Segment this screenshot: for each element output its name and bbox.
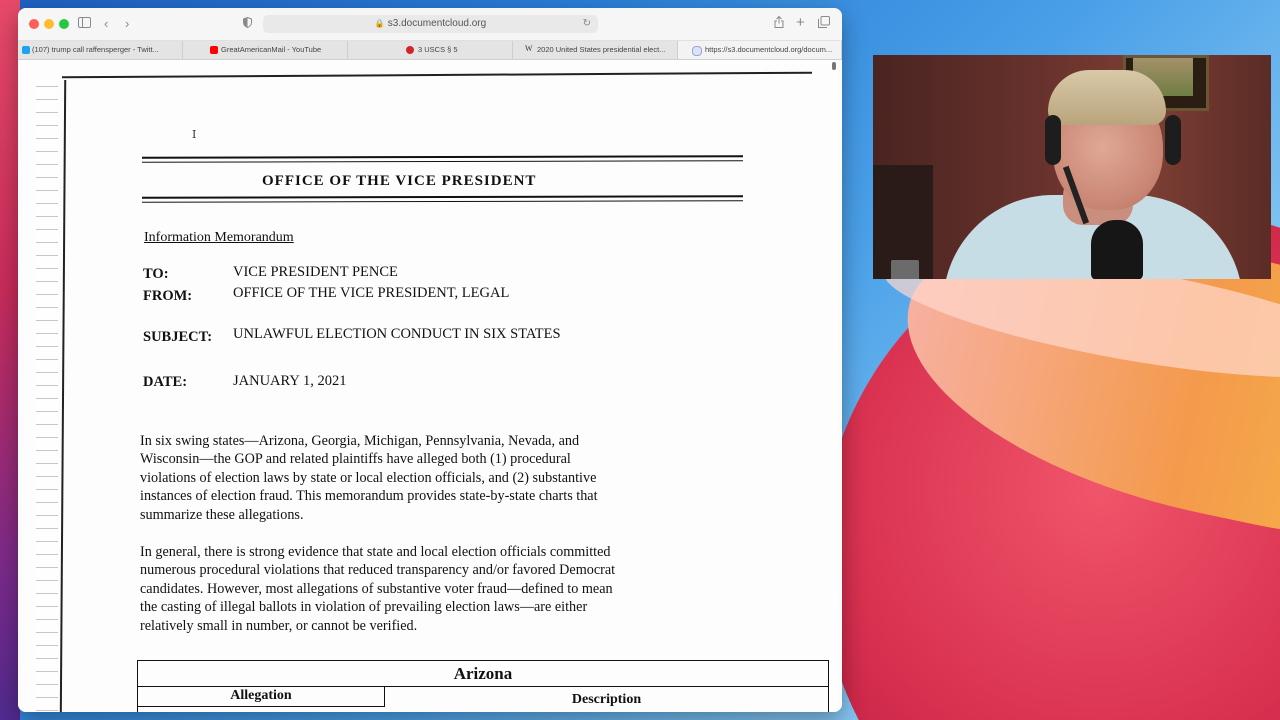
tab-uscs[interactable] (348, 41, 513, 59)
tab-label: (107) trump call raffensperger - Twitt... (32, 45, 159, 54)
twitter-icon (22, 46, 30, 54)
scan-artifact (36, 80, 58, 712)
paragraph-summary (140, 543, 750, 635)
header-rule (142, 155, 743, 159)
subject-label: SUBJECT: (143, 329, 213, 345)
paragraph-line: In general, there is strong evidence that state and local election officials committed (140, 544, 611, 560)
from-label: FROM: (143, 288, 193, 304)
paragraph-line: the casting of illegal ballots in violation of prevailing election laws—are either (140, 599, 588, 616)
paragraph-line: summarize these allegations. (140, 506, 304, 523)
document-page (22, 60, 838, 712)
paragraph-intro (140, 432, 750, 524)
office-heading: OFFICE OF THE VICE PRESIDENT (262, 173, 537, 189)
paragraph-line: relatively small in number, or cannot be verified. (140, 617, 418, 634)
date-label: DATE: (143, 374, 188, 390)
text-cursor-icon: I (192, 128, 197, 141)
table-title: Arizona (138, 661, 828, 687)
tab-label: https://s3.documentcloud.org/docum... (705, 45, 833, 54)
tab-twitter[interactable] (18, 41, 183, 59)
browser-window (18, 8, 842, 712)
wikipedia-icon: W (525, 44, 533, 53)
subject-value: UNLAWFUL ELECTION CONDUCT IN SIX STATES (233, 326, 561, 342)
tab-label: 3 USCS § 5 (418, 45, 458, 54)
headphone-icon (1045, 115, 1061, 165)
close-window-button[interactable] (29, 19, 39, 29)
privacy-shield-icon[interactable] (243, 15, 252, 33)
document-viewer[interactable] (18, 60, 842, 712)
wallpaper-strip (0, 0, 20, 720)
paragraph-line: violations of election laws by state or local election officials, and (2) substantive (140, 469, 597, 486)
header-rule (142, 200, 743, 203)
back-icon[interactable]: ‹ (104, 16, 109, 31)
paragraph-line: candidates. However, most allegations of substantive voter fraud—defined to mean (140, 580, 613, 597)
headphone-icon (1165, 115, 1181, 165)
fullscreen-window-button[interactable] (59, 19, 69, 29)
tab-wikipedia[interactable] (513, 41, 678, 59)
table-header-allegation: Allegation (138, 686, 385, 707)
paragraph-line: instances of election fraud. This memorandum provides state-by-state charts that (140, 488, 598, 505)
address-bar-text: s3.documentcloud.org (387, 18, 487, 29)
tab-label: 2020 United States presidential elect... (537, 45, 666, 54)
browser-toolbar (18, 8, 842, 41)
forward-icon[interactable]: › (125, 16, 130, 31)
presenter-hair (1048, 70, 1166, 125)
memo-type: Information Memorandum (144, 230, 294, 245)
date-value: JANUARY 1, 2021 (233, 373, 347, 389)
header-rule (142, 195, 743, 199)
header-rule (142, 160, 743, 163)
lexis-icon (406, 46, 414, 54)
page-border (60, 80, 66, 712)
arizona-table (137, 660, 829, 712)
page-border (62, 72, 812, 79)
sidebar-toggle-icon[interactable] (78, 15, 91, 33)
lock-icon: 🔒 (374, 19, 385, 28)
paragraph-line: numerous procedural violations that reduced transparency and/or favored Democrat (140, 562, 616, 579)
tab-label: GreatAmericanMail - YouTube (221, 45, 322, 54)
table-header-description: Description (571, 692, 642, 707)
webcam-overlay (873, 55, 1271, 279)
address-bar[interactable] (263, 15, 598, 33)
to-label: TO: (143, 266, 169, 282)
tab-overview-icon[interactable] (818, 15, 830, 33)
youtube-icon (210, 46, 218, 54)
new-tab-icon[interactable]: + (796, 14, 805, 31)
from-value: OFFICE OF THE VICE PRESIDENT, LEGAL (233, 285, 510, 301)
mug (891, 260, 919, 279)
tab-bar (18, 41, 842, 60)
to-value: VICE PRESIDENT PENCE (233, 264, 398, 280)
minimize-window-button[interactable] (44, 19, 54, 29)
tab-documentcloud[interactable] (678, 41, 842, 59)
cloud-icon (692, 46, 702, 56)
scrollbar[interactable] (832, 62, 836, 70)
microphone-icon (1091, 220, 1143, 279)
tab-youtube[interactable] (183, 41, 348, 59)
reload-icon[interactable]: ↻ (582, 18, 591, 29)
paragraph-line: Wisconsin—the GOP and related plaintiffs have alleged both (1) procedural (140, 451, 571, 468)
paragraph-line: In six swing states—Arizona, Georgia, Michigan, Pennsylvania, Nevada, and (140, 433, 580, 449)
share-icon[interactable] (774, 15, 784, 33)
